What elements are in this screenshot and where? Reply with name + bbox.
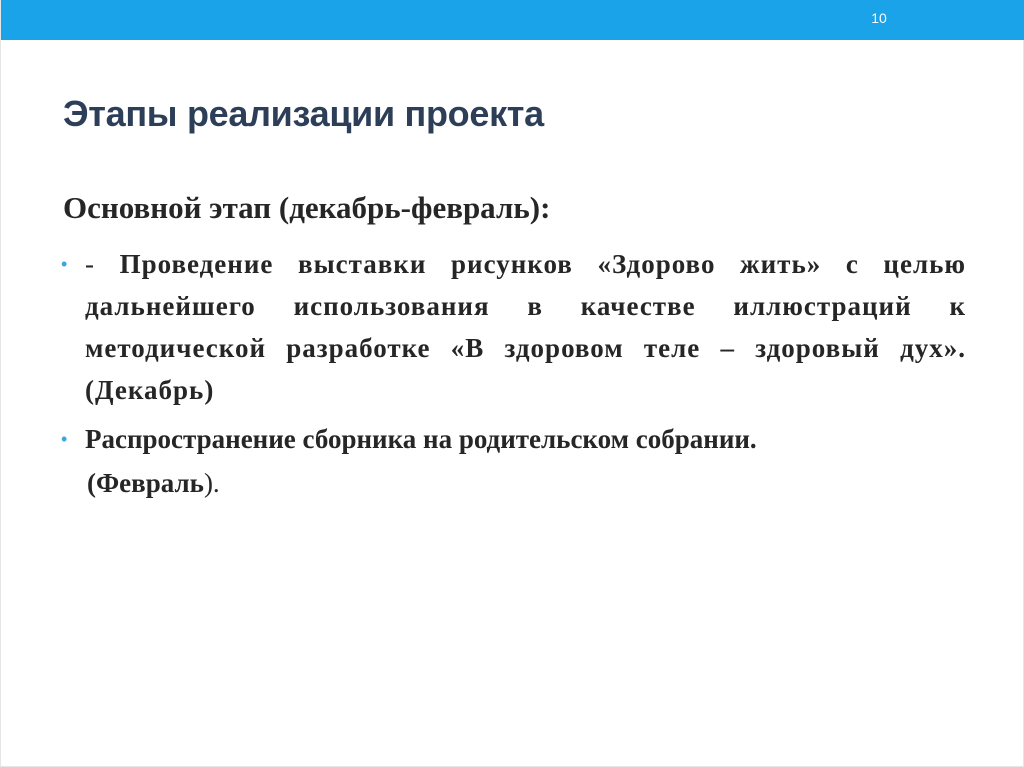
slide-subtitle: Основной этап (декабрь-февраль):: [63, 190, 551, 225]
date-text: (Февраль: [87, 468, 204, 498]
bullet-icon: •: [61, 429, 68, 449]
slide-title: Этапы реализации проекта: [63, 93, 544, 134]
bullet-icon: •: [61, 254, 68, 274]
bullet-text: Проведение выставки рисунков «Здорово жить» с целью дальнейшего использования в качестве иллюстраций к методической разработке «В здоровом теле – здоровый дух». (Декабрь): [85, 249, 966, 405]
date-tail: ).: [203, 468, 220, 498]
header-bar: [1, 0, 1024, 40]
slide-number: 10: [871, 10, 887, 26]
bullet-dash: -: [85, 249, 120, 279]
bullet-item-distribution-date: [87, 462, 220, 504]
bullet-item-distribution: Распространение сборника на родительском собрании.: [85, 424, 757, 454]
bullet-item-exhibition: [85, 243, 966, 411]
